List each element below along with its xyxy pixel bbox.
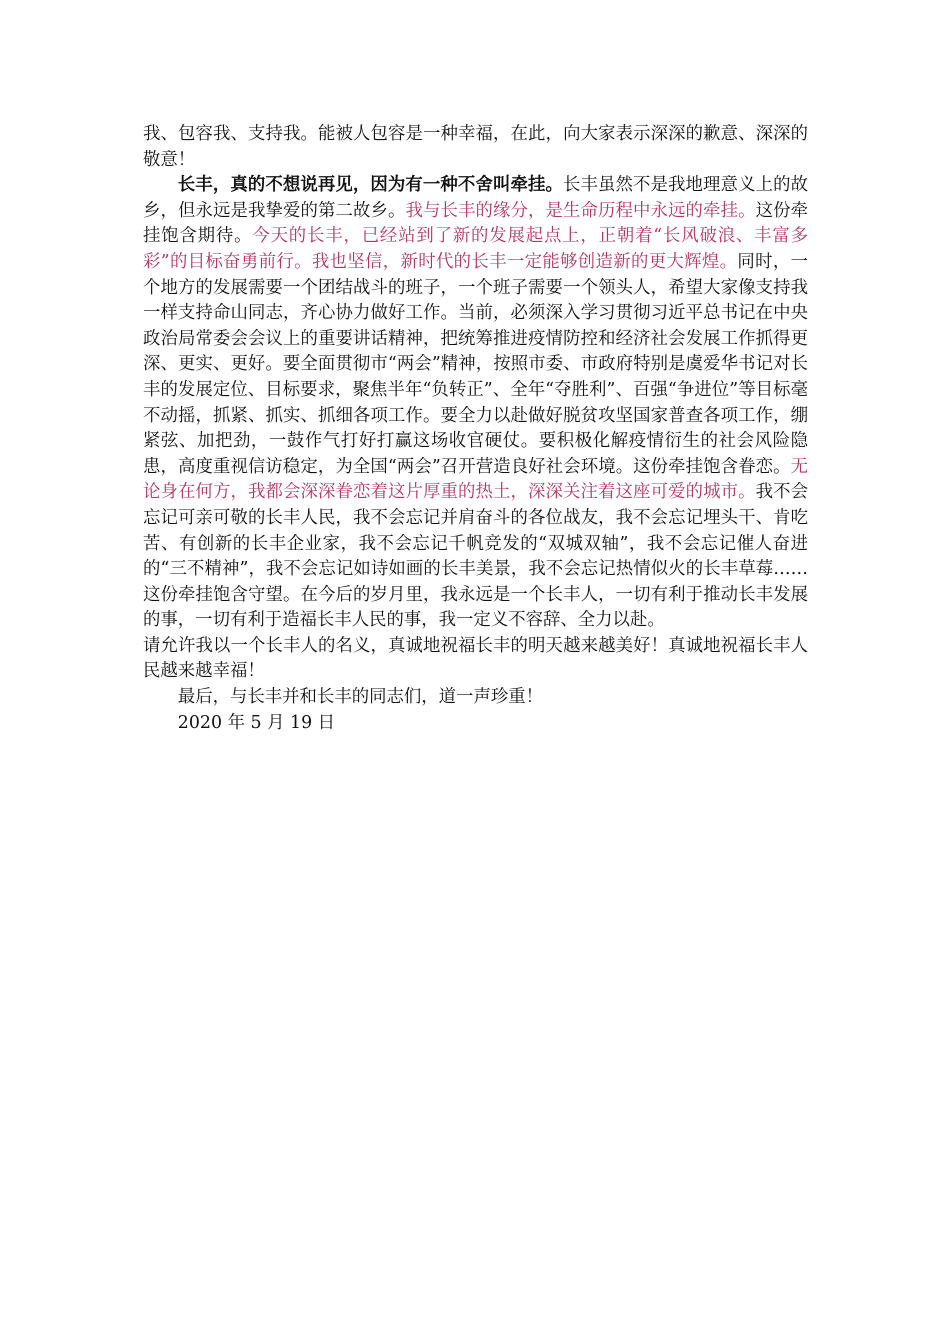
- document-date: 2020 年 5 月 19 日: [177, 712, 336, 733]
- farewell-text-4: 我不会忘记可亲可敬的长丰人民，我不会忘记并肩奋斗的各位战友，我不会忘记埋头干、肯吃苦、有创新的长丰企业家，我不会忘记千帆竞发的“双城双轴”，我不会忘记催人奋进的“三不精神”，我不会忘记如诗如画的长丰美景，我不会忘记热情似火的长丰草莓……这份牵挂饱含守望。在今后的岁月里，我永远是一个长丰人，一切有利于推动长丰发展的事，一切有利于造福长丰人民的事，我一定义不容辞、全力以赴。: [143, 482, 808, 631]
- farewell-text-3: 同时，一个地方的发展需要一个团结战斗的班子，一个班子需要一个领头人，希望大家像支持我一样支持命山同志，齐心协力做好工作。当前，必须深入学习贯彻习近平总书记在中央政治局常委会会议上的重要讲话精神，把统筹推进疫情防控和经济社会发展工作抓得更深、更实、更好。要全面贯彻市“两会”精神，按照市委、市政府特别是虞爱华书记对长丰的发展定位、目标要求，聚焦半年“负转正”、全年“夺胜利”、百强“争进位”等目标毫不动摇，抓紧、抓实、抓细各项工作。要全力以赴做好脱贫攻坚国家普查各项工作，绷紧弦、加把劲，一鼓作气打好打赢这场收官硬仗。要积极化解疫情衍生的社会风险隐患，高度重视信访稳定，为全国“两会”召开营造良好社会环境。这份牵挂饱含眷恋。: [143, 251, 808, 477]
- farewell-text-2: 这份牵挂饱含期待。: [143, 200, 808, 247]
- paragraph-blessing: 请允许我以一个长丰人的名义，真诚地祝福长丰的明天越来越美好！真诚地祝福长丰人民越来越幸福！: [143, 635, 808, 682]
- farewell-highlight-1: 我与长丰的缘分，是生命历程中永远的牵挂。: [405, 200, 756, 221]
- farewell-highlight-3: 无论身在何方，我都会深深眷恋着这片厚重的热土，深深关注着这座可爱的城市。: [143, 456, 808, 503]
- farewell-text-1: 长丰虽然不是我地理意义上的故乡，但永远是我挚爱的第二故乡。: [143, 175, 808, 221]
- farewell-highlight-2: 今天的长丰，已经站到了新的发展起点上，正朝着“长风破浪、丰富多彩”的目标奋勇前行。我也坚信，新时代的长丰一定能够创造新的更大辉煌。: [143, 226, 808, 272]
- paragraph-farewell: [143, 173, 808, 634]
- document-body: [143, 122, 808, 736]
- paragraph-closing: 最后，与长丰并和长丰的同志们，道一声珍重！: [177, 687, 544, 708]
- paragraph-apology: 我、包容我、支持我。能被人包容是一种幸福，在此，向大家表示深深的歉意、深深的敬意！: [143, 124, 808, 170]
- farewell-lead: 长丰，真的不想说再见，因为有一种不舍叫牵挂。: [177, 175, 563, 196]
